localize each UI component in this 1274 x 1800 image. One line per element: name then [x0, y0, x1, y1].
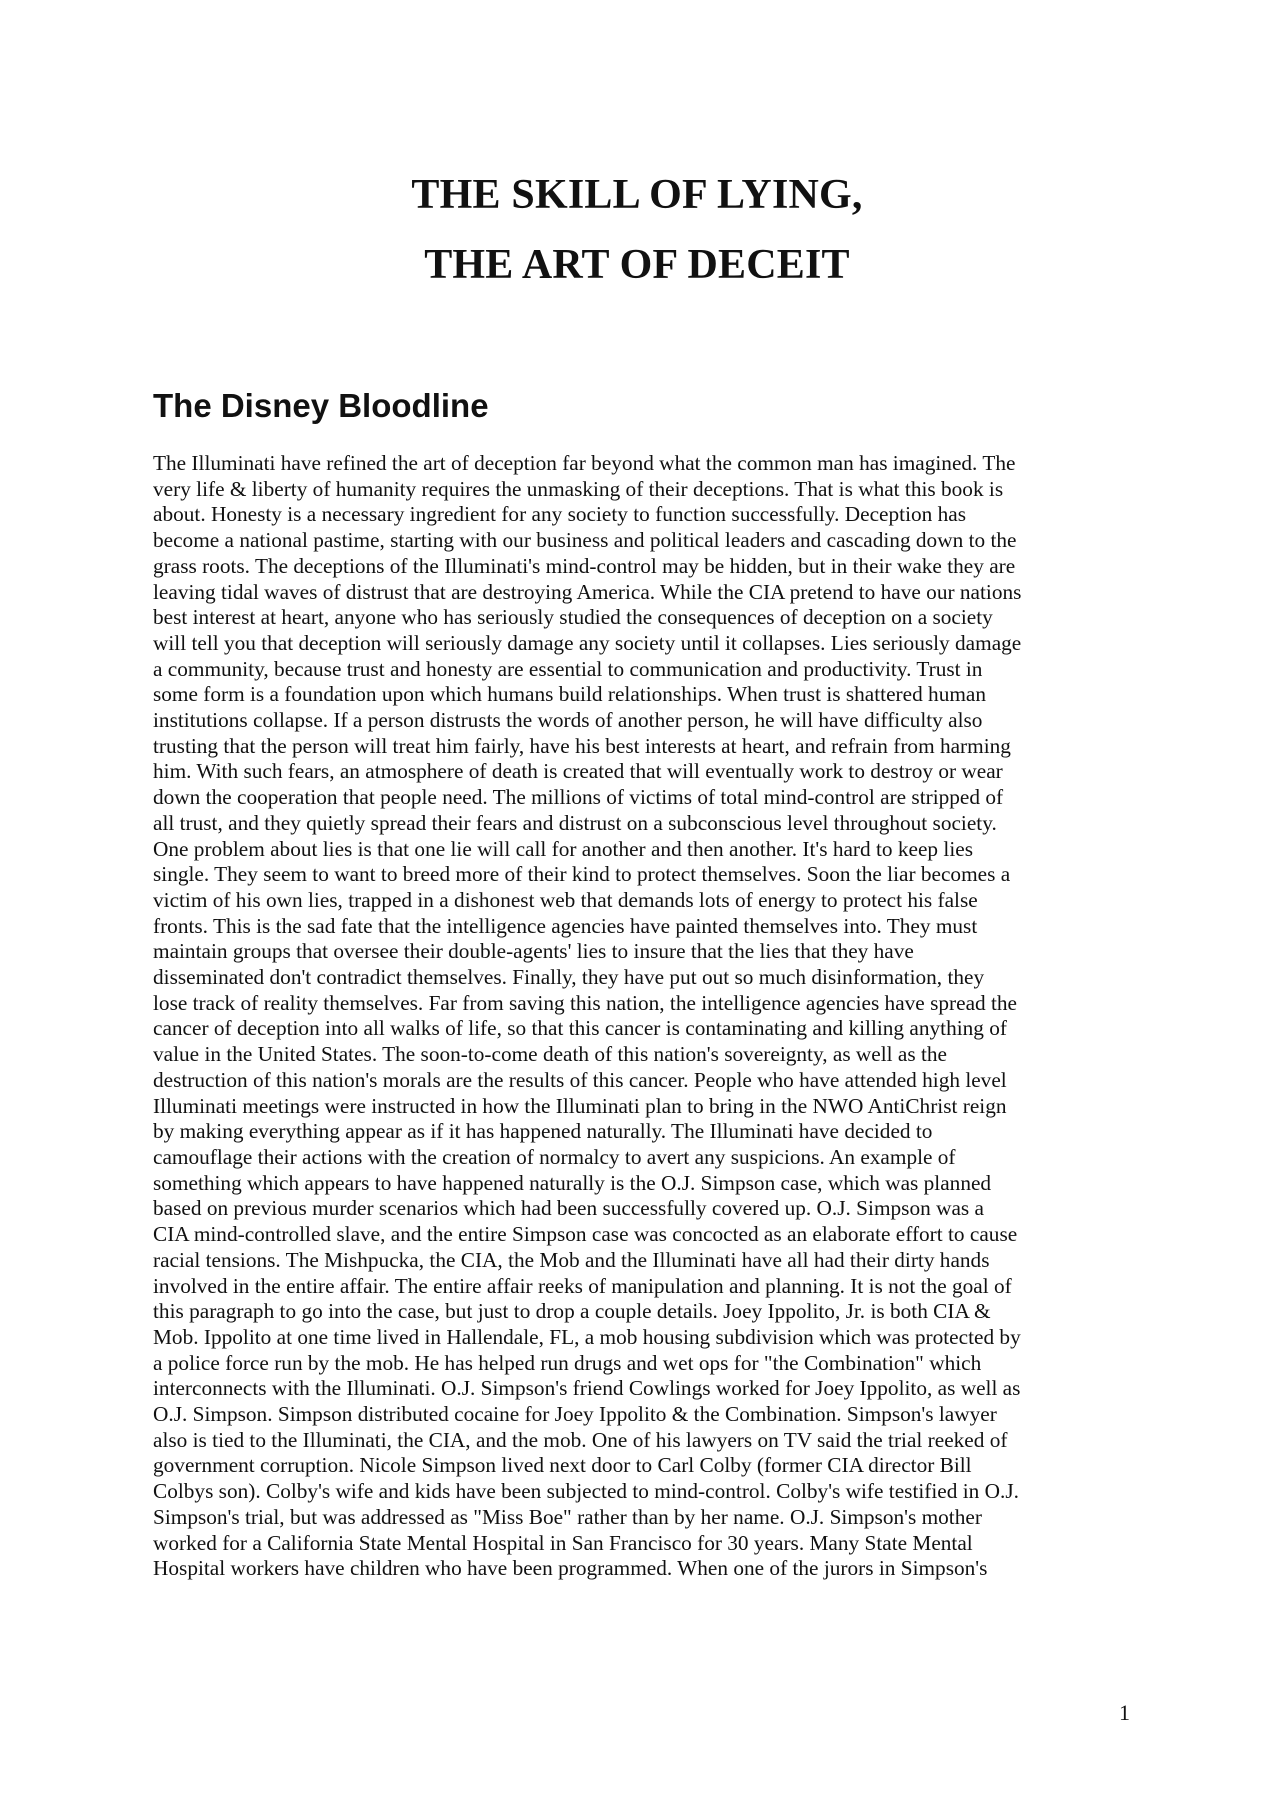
body-line: lose track of reality themselves. Far from saving this nation, the intelligence agencies have spread the	[153, 990, 1018, 1015]
body-line: will tell you that deception will seriously damage any society until it collapses. Lies seriously damage	[153, 630, 1022, 655]
body-line: grass roots. The deceptions of the Illuminati's mind-control may be hidden, but in their wake they are	[153, 553, 1016, 578]
body-line: CIA mind-controlled slave, and the entire Simpson case was concocted as an elaborate effort to cause	[153, 1222, 1018, 1247]
body-line: O.J. Simpson. Simpson distributed cocaine for Joey Ippolito & the Combination. Simpson's lawyer	[153, 1402, 997, 1427]
section-heading: The Disney Bloodline	[153, 387, 489, 424]
body-line: victim of his own lies, trapped in a dishonest web that demands lots of energy to protect his false	[153, 887, 978, 912]
body-line: Simpson's trial, but was addressed as "Miss Boe" rather than by her name. O.J. Simpson's mother	[153, 1504, 982, 1529]
body-line: best interest at heart, anyone who has seriously studied the consequences of deception on a society	[153, 605, 993, 630]
body-line: this paragraph to go into the case, but just to drop a couple details. Joey Ippolito, Jr. is both CIA &	[153, 1299, 991, 1324]
body-line: a police force run by the mob. He has helped run drugs and wet ops for "the Combination" which	[153, 1350, 982, 1375]
body-line: interconnects with the Illuminati. O.J. Simpson's friend Cowlings worked for Joey Ippolito, as well as	[153, 1376, 1021, 1401]
body-line: single. They seem to want to breed more of their kind to protect themselves. Soon the liar becomes a	[153, 862, 1011, 887]
body-line: him. With such fears, an atmosphere of death is created that will eventually work to destroy or wear	[153, 759, 1003, 784]
title-line-1: THE SKILL OF LYING,	[411, 172, 863, 218]
body-line: Colbys son). Colby's wife and kids have been subjected to mind-control. Colby's wife testified in O.J.	[153, 1479, 1019, 1504]
body-line: worked for a California State Mental Hospital in San Francisco for 30 years. Many State Mental	[153, 1530, 973, 1555]
body-line: leaving tidal waves of distrust that are destroying America. While the CIA pretend to have our nations	[153, 579, 1022, 604]
body-line: something which appears to have happened naturally is the O.J. Simpson case, which was planned	[153, 1170, 992, 1195]
body-line: a community, because trust and honesty are essential to communication and productivity. Trust in	[153, 656, 983, 681]
body-line: value in the United States. The soon-to-come death of this nation's sovereignty, as well as the	[153, 1042, 948, 1067]
body-line: also is tied to the Illuminati, the CIA, and the mob. One of his lawyers on TV said the trial reeked of	[153, 1427, 1008, 1452]
body-paragraph	[153, 451, 1123, 1582]
body-line: government corruption. Nicole Simpson lived next door to Carl Colby (former CIA director Bill	[153, 1453, 972, 1478]
body-line: by making everything appear as if it has happened naturally. The Illuminati have decided to	[153, 1119, 933, 1144]
body-line: based on previous murder scenarios which had been successfully covered up. O.J. Simpson was a	[153, 1196, 984, 1221]
title-line-2: THE ART OF DECEIT	[424, 242, 850, 288]
body-line: Hospital workers have children who have been programmed. When one of the jurors in Simpson's	[153, 1556, 988, 1581]
body-line: trusting that the person will treat him fairly, have his best interests at heart, and refrain from harming	[153, 733, 1011, 758]
body-line: The Illuminati have refined the art of deception far beyond what the common man has imagined. The	[153, 451, 1016, 475]
body-line: cancer of deception into all walks of life, so that this cancer is contaminating and killing anything of	[153, 1016, 1007, 1041]
body-line: about. Honesty is a necessary ingredient for any society to function successfully. Deception has	[153, 502, 966, 527]
body-line: become a national pastime, starting with our business and political leaders and cascading down to the	[153, 528, 1017, 553]
body-line: very life & liberty of humanity requires the unmasking of their deceptions. That is what this book is	[153, 476, 1004, 501]
body-line: disseminated don't contradict themselves. Finally, they have put out so much disinformation, they	[153, 965, 985, 990]
body-line: camouflage their actions with the creation of normalcy to avert any suspicions. An example of	[153, 1144, 956, 1169]
body-line: One problem about lies is that one lie will call for another and then another. It's hard to keep lies	[153, 836, 973, 861]
body-line: maintain groups that oversee their double-agents' lies to insure that the lies that they have	[153, 939, 914, 964]
body-line: down the cooperation that people need. The millions of victims of total mind-control are stripped of	[153, 785, 1004, 810]
body-line: Mob. Ippolito at one time lived in Hallendale, FL, a mob housing subdivision which was protected by	[153, 1324, 1021, 1349]
body-line: fronts. This is the sad fate that the intelligence agencies have painted themselves into. They must	[153, 913, 978, 938]
page-number: 1	[1119, 1700, 1130, 1725]
body-line: involved in the entire affair. The entire affair reeks of manipulation and planning. It is not the goal of	[153, 1273, 1012, 1298]
body-line: all trust, and they quietly spread their fears and distrust on a subconscious level throughout society.	[153, 810, 997, 835]
body-line: some form is a foundation upon which humans build relationships. When trust is shattered human	[153, 682, 987, 707]
body-line: destruction of this nation's morals are the results of this cancer. People who have attended high level	[153, 1067, 1007, 1092]
document-title	[0, 160, 1274, 300]
body-line: racial tensions. The Mishpucka, the CIA, the Mob and the Illuminati have all had their dirty hands	[153, 1247, 990, 1272]
body-line: Illuminati meetings were instructed in how the Illuminati plan to bring in the NWO AntiChrist reign	[153, 1093, 1007, 1118]
body-line: institutions collapse. If a person distrusts the words of another person, he will have difficulty also	[153, 708, 983, 733]
